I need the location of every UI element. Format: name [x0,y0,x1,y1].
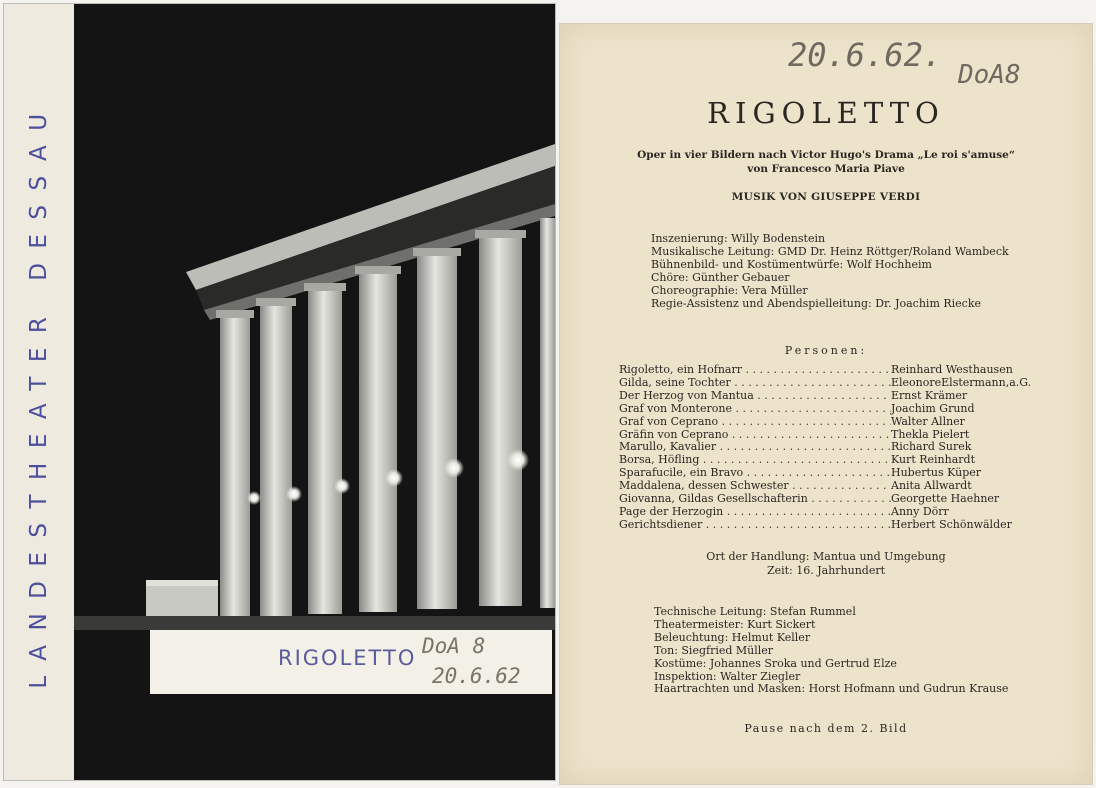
setting-info [560,550,1092,577]
subtitle-line: Oper in vier Bildern nach Victor Hugo's Drama „Le roi s'amuse“ [637,149,1015,161]
technical-credits [654,606,1008,696]
cast-list [619,364,1049,532]
cast-role: Gilda, seine Tochter . . . [619,377,891,390]
cast-role: Marullo, Kavalier . . . [619,441,891,454]
staff-line: Choreographie: Vera Müller [651,284,808,298]
cover-handwritten-note: DoA 8 [422,634,486,658]
cast-actor: Herbert Schönwälder [891,517,1012,531]
cast-row [619,506,1049,519]
cast-actor: Thekla Pielert [891,427,970,441]
cast-row [619,454,1049,467]
spine-title: LANDESTHEATER DESSAU [26,99,52,689]
cast-role: Graf von Monterone . . . [619,403,891,416]
cast-actor: Walter Allner [891,414,965,428]
cast-actor: Kurt Reinhardt [891,453,975,467]
technical-line: Kostüme: Johannes Sroka und Gertrud Elze [654,656,897,670]
cover-title-band [150,630,552,694]
cast-actor: Anita Allwardt [891,479,972,493]
cast-row [619,377,1049,390]
handwritten-date: 20.6.62. [788,36,943,74]
cast-row [619,403,1049,416]
technical-line: Inspektion: Walter Ziegler [654,669,801,683]
technical-line: Haartrachten und Masken: Horst Hofmann und Gudrun Krause [654,682,1009,696]
technical-line: Technische Leitung: Stefan Rummel [654,605,856,618]
staff-line: Musikalische Leitung: GMD Dr. Heinz Röttger/Roland Wambeck [651,245,1009,259]
cast-row [619,519,1049,532]
cast-actor: Joachim Grund [891,401,975,415]
cast-role: Gerichtsdiener . . . [619,519,891,532]
cast-row [619,493,1049,506]
program-page [560,24,1092,784]
staff-line: Inszenierung: Willy Bodenstein [651,232,826,245]
intermission-note: Pause nach dem 2. Bild [744,722,908,735]
cover-spine [4,4,74,780]
cast-actor: EleonoreElstermann,a.G. [891,375,1032,389]
cast-actor: Anny Dörr [891,504,949,518]
cast-row [619,416,1049,429]
technical-line: Ton: Siegfried Müller [654,643,774,657]
cast-row [619,364,1049,377]
cast-row [619,429,1049,442]
setting-time: Zeit: 16. Jahrhundert [766,563,886,577]
cast-role: Sparafucile, ein Bravo . . . [619,467,891,480]
cast-role: Giovanna, Gildas Gesellschafterin . . . [619,493,891,506]
cast-role: Der Herzog von Mantua . . . [619,390,891,403]
technical-line: Beleuchtung: Helmut Keller [654,630,811,644]
subtitle-line: von Francesco Maria Piave [747,163,905,175]
cover-title: RIGOLETTO [278,646,417,670]
cast-role: Graf von Ceprano . . . [619,416,891,429]
cast-actor: Richard Surek [891,440,972,454]
cast-actor: Georgette Haehner [891,492,1000,506]
cover-handwritten-date: 20.6.62 [432,664,521,688]
cast-role: Gräfin von Ceprano . . . [619,429,891,442]
program-cover [4,4,555,780]
cast-role: Maddalena, dessen Schwester . . . [619,480,891,493]
cast-actor: Ernst Krämer [891,388,968,402]
staff-line: Chöre: Günther Gebauer [651,271,790,285]
opera-title: RIGOLETTO [707,96,945,130]
cast-row [619,390,1049,403]
handwritten-mark: DoA8 [958,60,1021,90]
cast-role: Borsa, Höfling . . . [619,454,891,467]
music-credit: MUSIK VON GIUSEPPE VERDI [731,191,921,203]
cast-role: Page der Herzogin . . . [619,506,891,519]
staff-line: Regie-Assistenz und Abendspielleitung: Dr. Joachim Riecke [651,297,982,311]
staff-credits [651,232,1009,311]
cast-actor: Reinhard Westhausen [891,363,1013,376]
technical-line: Theatermeister: Kurt Sickert [654,617,816,631]
cast-row [619,441,1049,454]
cast-role: Rigoletto, ein Hofnarr . . . [619,364,891,377]
setting-place: Ort der Handlung: Mantua und Umgebung [706,550,946,563]
opera-subtitle [560,148,1092,176]
staff-line: Bühnenbild- und Kostümentwürfe: Wolf Hochheim [651,258,932,272]
cast-heading: Personen: [784,344,868,357]
cast-row [619,467,1049,480]
cast-actor: Hubertus Küper [891,466,982,480]
